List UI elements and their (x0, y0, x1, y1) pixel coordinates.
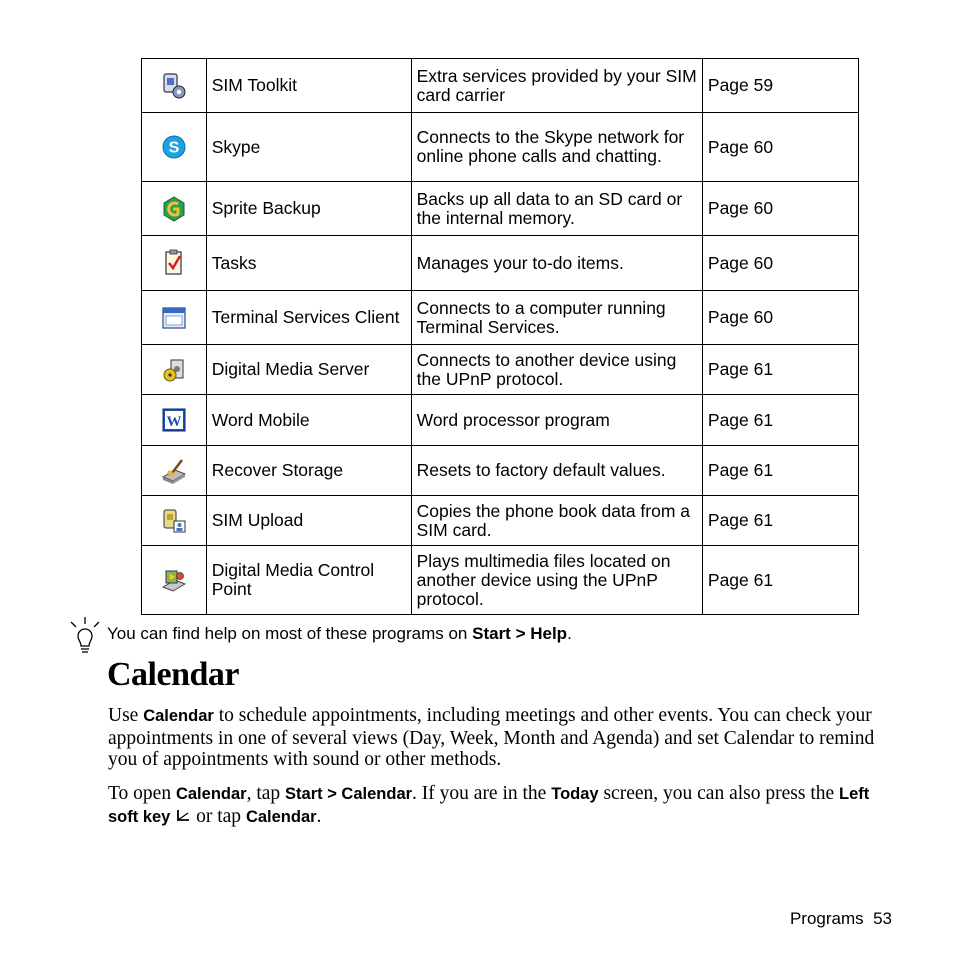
program-description: Plays multimedia files located on another device using the UPnP protocol. (411, 546, 702, 615)
table-row (142, 291, 859, 345)
word-mobile-icon (161, 406, 187, 434)
tasks-icon (161, 249, 187, 277)
table-row (142, 59, 859, 113)
program-name: Terminal Services Client (206, 291, 411, 345)
program-description: Extra services provided by your SIM card carrier (411, 59, 702, 113)
page-reference: Page 61 (702, 395, 858, 446)
page-reference: Page 60 (702, 236, 858, 291)
lightbulb-icon (66, 616, 104, 656)
digital-media-control-point-icon (161, 566, 187, 594)
program-description: Connects to the Skype network for online phone calls and chatting. (411, 113, 702, 182)
table-row (142, 446, 859, 496)
program-description: Backs up all data to an SD card or the internal memory. (411, 182, 702, 236)
sim-upload-icon (161, 507, 187, 535)
program-description: Word processor program (411, 395, 702, 446)
terminal-services-icon (161, 304, 187, 332)
program-description: Connects to a computer running Terminal Services. (411, 291, 702, 345)
program-description: Resets to factory default values. (411, 446, 702, 496)
table-row (142, 236, 859, 291)
sim-toolkit-icon (161, 72, 187, 100)
table-row (142, 182, 859, 236)
svg-text:W: W (166, 414, 182, 430)
program-name: Word Mobile (206, 395, 411, 446)
table-row (142, 496, 859, 546)
paragraph: Use Calendar to schedule appointments, including meetings and other events. You can check your appointments in one of several views (Day, Week, Month and Agenda) and set Calendar to remind you of appointments with sound or other methods. (108, 705, 875, 770)
program-description: Manages your to-do items. (411, 236, 702, 291)
paragraph: To open Calendar, tap Start > Calendar. If you are in the Today screen, you can also press the Left soft key or tap Calendar. (108, 783, 870, 827)
program-name: Skype (206, 113, 411, 182)
table-row (142, 395, 859, 446)
page-reference: Page 59 (702, 59, 858, 113)
page-reference: Page 61 (702, 446, 858, 496)
skype-icon (161, 133, 187, 161)
page-number: 53 (873, 909, 892, 928)
program-description: Copies the phone book data from a SIM card. (411, 496, 702, 546)
page-reference: Page 60 (702, 291, 858, 345)
program-description: Connects to another device using the UPnP protocol. (411, 345, 702, 395)
table-row (142, 113, 859, 182)
page-reference: Page 61 (702, 546, 858, 615)
page-footer (790, 909, 892, 929)
svg-text:S: S (168, 139, 180, 157)
table-row (142, 345, 859, 395)
programs-table (141, 58, 859, 615)
program-name: Digital Media Server (206, 345, 411, 395)
digital-media-server-icon (161, 356, 187, 384)
program-name: SIM Toolkit (206, 59, 411, 113)
program-name: Sprite Backup (206, 182, 411, 236)
program-name: SIM Upload (206, 496, 411, 546)
table-row (142, 546, 859, 615)
page-reference: Page 60 (702, 182, 858, 236)
page-reference: Page 61 (702, 496, 858, 546)
left-soft-key-icon (175, 807, 191, 821)
program-name: Recover Storage (206, 446, 411, 496)
page-reference: Page 61 (702, 345, 858, 395)
sprite-backup-icon (161, 195, 187, 223)
tip-text: You can find help on most of these programs on Start > Help. (107, 624, 572, 643)
tip-note (66, 616, 886, 656)
program-name: Digital Media Control Point (206, 546, 411, 615)
section-title: Calendar (107, 656, 239, 693)
recover-storage-icon (161, 457, 187, 485)
footer-section: Programs (789, 909, 864, 928)
page-reference: Page 60 (702, 113, 858, 182)
program-name: Tasks (206, 236, 411, 291)
